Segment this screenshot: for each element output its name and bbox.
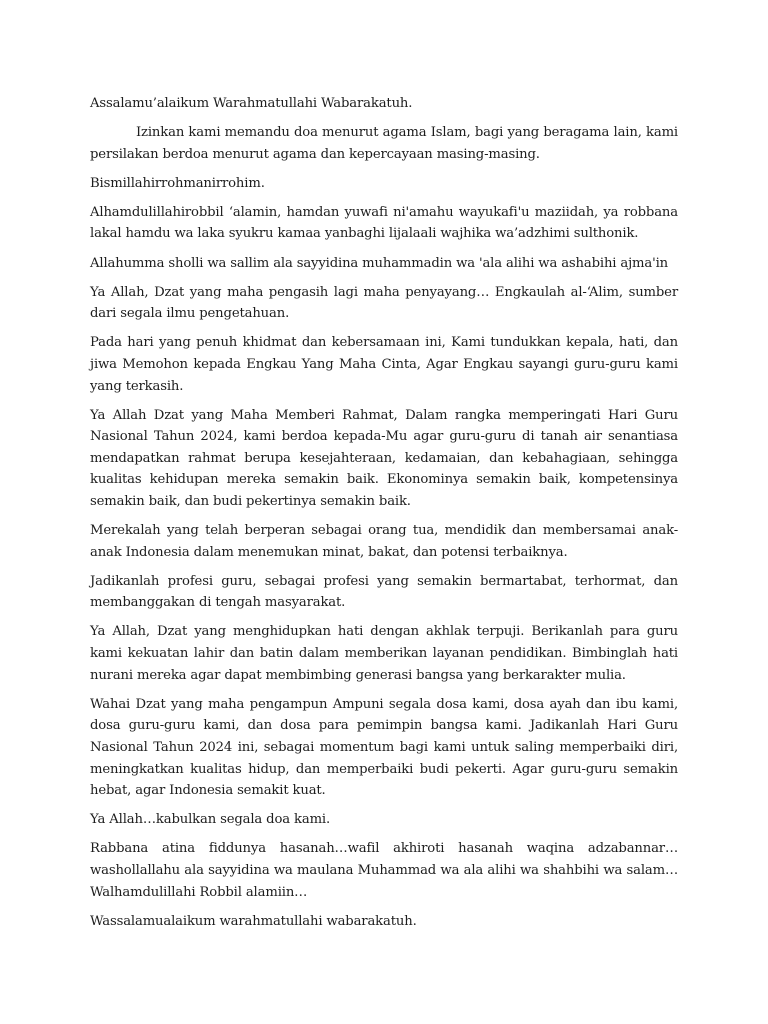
greeting-closing: Wassalamualaikum warahmatullahi wabarakatuh. — [90, 913, 417, 929]
hamdalah-paragraph: Alhamdulillahirobbil ‘alamin, hamdan yuwafi ni'amahu wayukafi'u maziidah, ya robbana lakal hamdu wa laka syukru kamaa yanbaghi lijalaali wajhika wa’adzhimi sulthonik. — [90, 204, 678, 242]
prayer-paragraph: Merekalah yang telah berperan sebagai orang tua, mendidik dan membersamai anak-anak Indonesia dalam menemukan minat, bakat, dan potensi terbaiknya. — [90, 523, 678, 560]
prayer-introduction: Izinkan kami memandu doa menurut agama Islam, bagi yang beragama lain, kami persilakan berdoa menurut agama dan kepercayaan masing-masing. — [90, 125, 678, 162]
basmalah: Bismillahirrohmanirrohim. — [90, 175, 265, 191]
prayer-paragraph: Ya Allah…kabulkan segala doa kami. — [90, 812, 331, 828]
prayer-paragraph: Pada hari yang penuh khidmat dan kebersamaan ini, Kami tundukkan kepala, hati, dan jiwa Memohon kepada Engkau Yang Maha Cinta, Agar Engkau sayangi guru-guru kami yang terkasih. — [90, 335, 678, 394]
sholawat-paragraph: Allahumma sholli wa sallim ala sayyidina muhammadin wa 'ala alihi wa ashabihi ajma'in — [90, 255, 668, 271]
greeting-opening: Assalamu’alaikum Warahmatullahi Wabarakatuh. — [90, 96, 413, 111]
prayer-paragraph: Jadikanlah profesi guru, sebagai profesi yang semakin bermartabat, terhormat, dan membanggakan di tengah masyarakat. — [90, 573, 678, 611]
closing-prayer-paragraph: Rabbana atina fiddunya hasanah…wafil akhiroti hasanah waqina adzabannar… washollallahu ala sayyidina wa maulana Muhammad wa ala alihi wa shahbihi wa salam… Walhamdulillahi Robbil alamiin… — [90, 841, 678, 900]
prayer-paragraph: Wahai Dzat yang maha pengampun Ampuni segala dosa kami, dosa ayah dan ibu kami, dosa guru-guru kami, dan dosa para pemimpin bangsa kami. Jadikanlah Hari Guru Nasional Tahun 2024 ini, sebagai momentum bagi kami untuk saling memperbaiki diri, meningkatkan kualitas hidup, dan memperbaiki budi pekerti. Agar guru-guru semakin hebat, agar Indonesia semakit kuat. — [90, 696, 678, 799]
prayer-paragraph: Ya Allah, Dzat yang menghidupkan hati dengan akhlak terpuji. Berikanlah para guru kami kekuatan lahir dan batin dalam memberikan layanan pendidikan. Bimbinglah hati nurani mereka agar dapat membimbing generasi bangsa yang berkarakter mulia. — [90, 624, 678, 683]
document-body — [90, 93, 678, 940]
prayer-paragraph: Ya Allah Dzat yang Maha Memberi Rahmat, Dalam rangka memperingati Hari Guru Nasional Tahun 2024, kami berdoa kepada-Mu agar guru-guru di tanah air senantiasa mendapatkan rahmat berupa kesejahteraan, kedamaian, dan kebahagiaan, sehingga kualitas kehidupan mereka semakin baik. Ekonominya semakin baik, kompetensinya semakin baik, dan budi pekertinya semakin baik. — [90, 407, 678, 509]
prayer-paragraph: Ya Allah, Dzat yang maha pengasih lagi maha penyayang… Engkaulah al-‘Alim, sumber dari segala ilmu pengetahuan. — [90, 284, 678, 322]
